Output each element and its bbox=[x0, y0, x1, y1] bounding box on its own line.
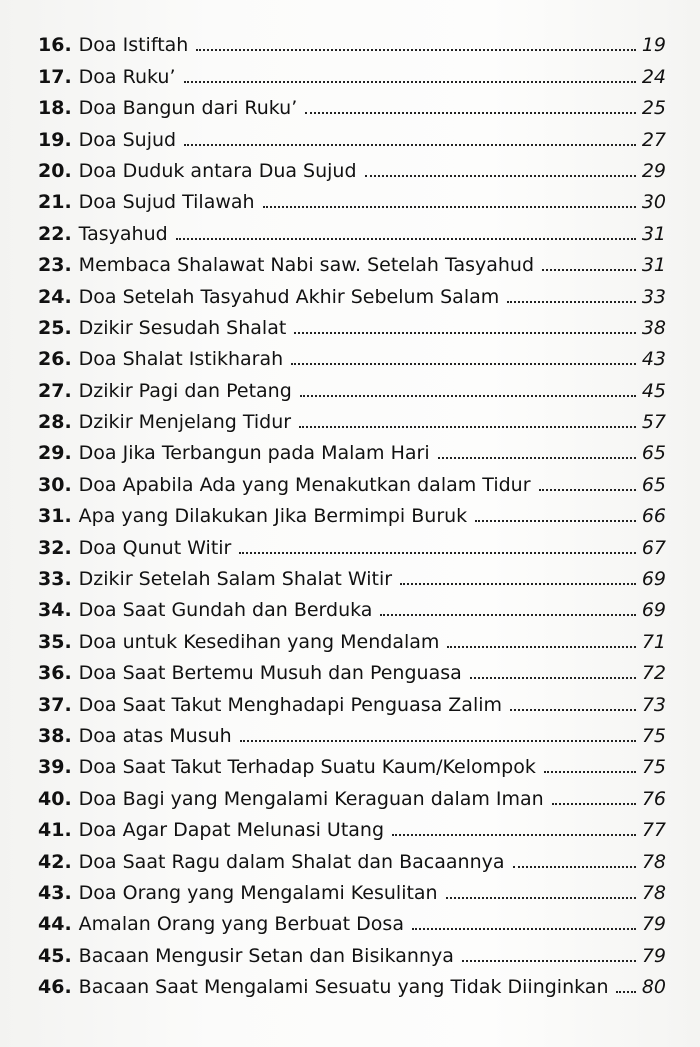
toc-entry-number: 27. bbox=[38, 379, 72, 402]
toc-entry-number: 39. bbox=[38, 756, 72, 779]
toc-entry bbox=[38, 87, 666, 118]
toc-entry bbox=[38, 432, 666, 463]
toc-entry-number: 45. bbox=[38, 944, 72, 967]
toc-entry-title: Apa yang Dilakukan Jika Bermimpi Buruk bbox=[78, 505, 468, 528]
dot-leader bbox=[380, 614, 635, 616]
toc-entry-page-number: 33 bbox=[641, 285, 666, 308]
toc-entry-number: 35. bbox=[38, 630, 72, 653]
toc-entry-title: Dzikir Menjelang Tidur bbox=[78, 411, 292, 434]
toc-entry bbox=[38, 526, 666, 557]
toc-entry-title: Doa Jika Terbangun pada Malam Hari bbox=[78, 442, 430, 465]
toc-entry-page-number: 57 bbox=[641, 411, 666, 434]
dot-leader bbox=[294, 332, 636, 334]
toc-entry-page-number: 65 bbox=[641, 473, 666, 496]
toc-entry-title: Doa Saat Bertemu Musuh dan Penguasa bbox=[78, 662, 462, 685]
dot-leader bbox=[507, 301, 636, 303]
toc-entry-title: Doa Qunut Witir bbox=[78, 536, 232, 559]
dot-leader bbox=[438, 457, 636, 459]
toc-entry-title: Doa Apabila Ada yang Menakutkan dalam Tidur bbox=[78, 473, 531, 496]
toc-entry-title: Bacaan Saat Mengalami Sesuatu yang Tidak Diinginkan bbox=[78, 976, 609, 999]
toc-entry bbox=[38, 463, 666, 494]
toc-entry-number: 22. bbox=[38, 222, 72, 245]
dot-leader bbox=[447, 646, 635, 648]
dot-leader bbox=[365, 175, 636, 177]
toc-entry-number: 37. bbox=[38, 693, 72, 716]
toc-entry-page-number: 43 bbox=[641, 348, 666, 371]
toc-entry-number: 46. bbox=[38, 976, 72, 999]
toc-entry bbox=[38, 369, 666, 400]
toc-entry bbox=[38, 872, 666, 903]
dot-leader bbox=[475, 520, 636, 522]
toc-entry-title: Amalan Orang yang Berbuat Dosa bbox=[78, 913, 404, 936]
toc-entry bbox=[38, 683, 666, 714]
toc-entry-number: 32. bbox=[38, 536, 72, 559]
toc-entry-page-number: 79 bbox=[641, 944, 666, 967]
toc-entry bbox=[38, 746, 666, 777]
toc-entry-page-number: 76 bbox=[641, 787, 666, 810]
toc-entry-number: 21. bbox=[38, 191, 72, 214]
dot-leader bbox=[184, 81, 636, 83]
toc-entry-title: Bacaan Mengusir Setan dan Bisikannya bbox=[78, 944, 454, 967]
toc-entry-title: Dzikir Sesudah Shalat bbox=[78, 316, 287, 339]
dot-leader bbox=[184, 144, 636, 146]
toc-entry-page-number: 29 bbox=[641, 159, 666, 182]
toc-entry-title: Doa Saat Takut Menghadapi Penguasa Zalim bbox=[78, 693, 503, 716]
toc-entry bbox=[38, 840, 666, 871]
toc-entry-page-number: 75 bbox=[641, 724, 666, 747]
dot-leader bbox=[544, 771, 636, 773]
toc-entry-title: Doa Saat Takut Terhadap Suatu Kaum/Kelompok bbox=[78, 756, 536, 779]
toc-entry-page-number: 77 bbox=[641, 819, 666, 842]
toc-entry-title: Doa Bangun dari Ruku’ bbox=[78, 97, 298, 120]
dot-leader bbox=[510, 709, 636, 711]
toc-entry bbox=[38, 55, 666, 86]
toc-entry-title: Doa Sujud bbox=[78, 128, 177, 151]
toc-entry-page-number: 67 bbox=[641, 536, 666, 559]
toc-entry-page-number: 78 bbox=[641, 850, 666, 873]
dot-leader bbox=[196, 49, 635, 51]
toc-entry-number: 16. bbox=[38, 34, 72, 57]
dot-leader bbox=[291, 363, 636, 365]
toc-entry-title: Doa atas Musuh bbox=[78, 724, 232, 747]
toc-entry-page-number: 72 bbox=[641, 662, 666, 685]
dot-leader bbox=[263, 206, 636, 208]
table-of-contents bbox=[38, 24, 666, 997]
dot-leader bbox=[446, 897, 636, 899]
toc-entry-page-number: 25 bbox=[641, 97, 666, 120]
toc-entry bbox=[38, 620, 666, 651]
toc-entry bbox=[38, 589, 666, 620]
toc-entry bbox=[38, 934, 666, 965]
dot-leader bbox=[400, 583, 636, 585]
toc-entry-number: 17. bbox=[38, 65, 72, 88]
toc-entry-title: Doa Orang yang Mengalami Kesulitan bbox=[78, 881, 438, 904]
toc-entry-number: 28. bbox=[38, 411, 72, 434]
toc-entry-number: 18. bbox=[38, 97, 72, 120]
toc-entry-number: 38. bbox=[38, 724, 72, 747]
toc-entry-page-number: 80 bbox=[641, 976, 666, 999]
toc-entry bbox=[38, 809, 666, 840]
toc-entry-number: 42. bbox=[38, 850, 72, 873]
toc-entry-number: 23. bbox=[38, 254, 72, 277]
toc-entry-page-number: 75 bbox=[641, 756, 666, 779]
toc-entry-number: 29. bbox=[38, 442, 72, 465]
toc-entry-page-number: 27 bbox=[641, 128, 666, 151]
toc-entry-title: Doa Duduk antara Dua Sujud bbox=[78, 159, 357, 182]
toc-entry bbox=[38, 307, 666, 338]
toc-entry-page-number: 71 bbox=[641, 630, 666, 653]
toc-entry-title: Doa Agar Dapat Melunasi Utang bbox=[78, 819, 385, 842]
toc-entry-title: Tasyahud bbox=[78, 222, 168, 245]
toc-entry bbox=[38, 275, 666, 306]
toc-entry-number: 34. bbox=[38, 599, 72, 622]
toc-entry bbox=[38, 558, 666, 589]
toc-entry bbox=[38, 181, 666, 212]
toc-entry bbox=[38, 966, 666, 997]
toc-entry-title: Doa Ruku’ bbox=[78, 65, 176, 88]
toc-entry-page-number: 31 bbox=[641, 254, 666, 277]
toc-entry-page-number: 38 bbox=[641, 316, 666, 339]
toc-entry-title: Membaca Shalawat Nabi saw. Setelah Tasyahud bbox=[78, 254, 535, 277]
toc-entry-number: 30. bbox=[38, 473, 72, 496]
toc-entry-number: 41. bbox=[38, 819, 72, 842]
dot-leader bbox=[539, 489, 636, 491]
toc-entry-title: Doa Setelah Tasyahud Akhir Sebelum Salam bbox=[78, 285, 500, 308]
toc-entry-title: Doa Istiftah bbox=[78, 34, 189, 57]
toc-entry-number: 33. bbox=[38, 568, 72, 591]
toc-entry-title: Dzikir Setelah Salam Shalat Witir bbox=[78, 568, 393, 591]
dot-leader bbox=[392, 834, 636, 836]
toc-entry bbox=[38, 652, 666, 683]
dot-leader bbox=[305, 112, 636, 114]
dot-leader bbox=[239, 552, 635, 554]
dot-leader bbox=[412, 928, 636, 930]
toc-entry bbox=[38, 495, 666, 526]
dot-leader bbox=[240, 740, 636, 742]
toc-entry-page-number: 66 bbox=[641, 505, 666, 528]
toc-entry-number: 31. bbox=[38, 505, 72, 528]
toc-entry-title: Doa untuk Kesedihan yang Mendalam bbox=[78, 630, 440, 653]
toc-entry-title: Doa Shalat Istikharah bbox=[78, 348, 284, 371]
dot-leader bbox=[300, 395, 636, 397]
toc-entry-number: 24. bbox=[38, 285, 72, 308]
toc-entry-title: Doa Sujud Tilawah bbox=[78, 191, 255, 214]
toc-entry-number: 20. bbox=[38, 159, 72, 182]
toc-entry-number: 25. bbox=[38, 316, 72, 339]
dot-leader bbox=[470, 677, 636, 679]
toc-entry-page-number: 31 bbox=[641, 222, 666, 245]
toc-entry-page-number: 30 bbox=[641, 191, 666, 214]
toc-entry-page-number: 19 bbox=[641, 34, 666, 57]
toc-entry bbox=[38, 244, 666, 275]
dot-leader bbox=[176, 238, 636, 240]
toc-entry-title: Doa Saat Gundah dan Berduka bbox=[78, 599, 373, 622]
toc-entry-page-number: 24 bbox=[641, 65, 666, 88]
dot-leader bbox=[513, 866, 636, 868]
toc-entry-page-number: 45 bbox=[641, 379, 666, 402]
toc-entry-page-number: 79 bbox=[641, 913, 666, 936]
toc-entry-number: 40. bbox=[38, 787, 72, 810]
toc-entry bbox=[38, 212, 666, 243]
toc-entry-title: Doa Saat Ragu dalam Shalat dan Bacaannya bbox=[78, 850, 505, 873]
toc-entry-number: 36. bbox=[38, 662, 72, 685]
toc-entry bbox=[38, 401, 666, 432]
toc-entry-title: Doa Bagi yang Mengalami Keraguan dalam Iman bbox=[78, 787, 544, 810]
toc-entry-page-number: 78 bbox=[641, 881, 666, 904]
toc-entry-page-number: 65 bbox=[641, 442, 666, 465]
dot-leader bbox=[462, 960, 636, 962]
toc-entry-page-number: 69 bbox=[641, 568, 666, 591]
toc-entry-page-number: 73 bbox=[641, 693, 666, 716]
dot-leader bbox=[542, 269, 636, 271]
toc-entry-number: 43. bbox=[38, 881, 72, 904]
toc-entry-number: 26. bbox=[38, 348, 72, 371]
toc-entry bbox=[38, 118, 666, 149]
toc-entry-number: 44. bbox=[38, 913, 72, 936]
toc-entry bbox=[38, 777, 666, 808]
toc-entry bbox=[38, 150, 666, 181]
dot-leader bbox=[616, 991, 635, 993]
toc-entry bbox=[38, 715, 666, 746]
toc-entry-number: 19. bbox=[38, 128, 72, 151]
toc-entry bbox=[38, 903, 666, 934]
toc-entry-page-number: 69 bbox=[641, 599, 666, 622]
dot-leader bbox=[552, 803, 636, 805]
toc-entry bbox=[38, 338, 666, 369]
toc-entry-title: Dzikir Pagi dan Petang bbox=[78, 379, 292, 402]
toc-entry bbox=[38, 24, 666, 55]
dot-leader bbox=[299, 426, 636, 428]
